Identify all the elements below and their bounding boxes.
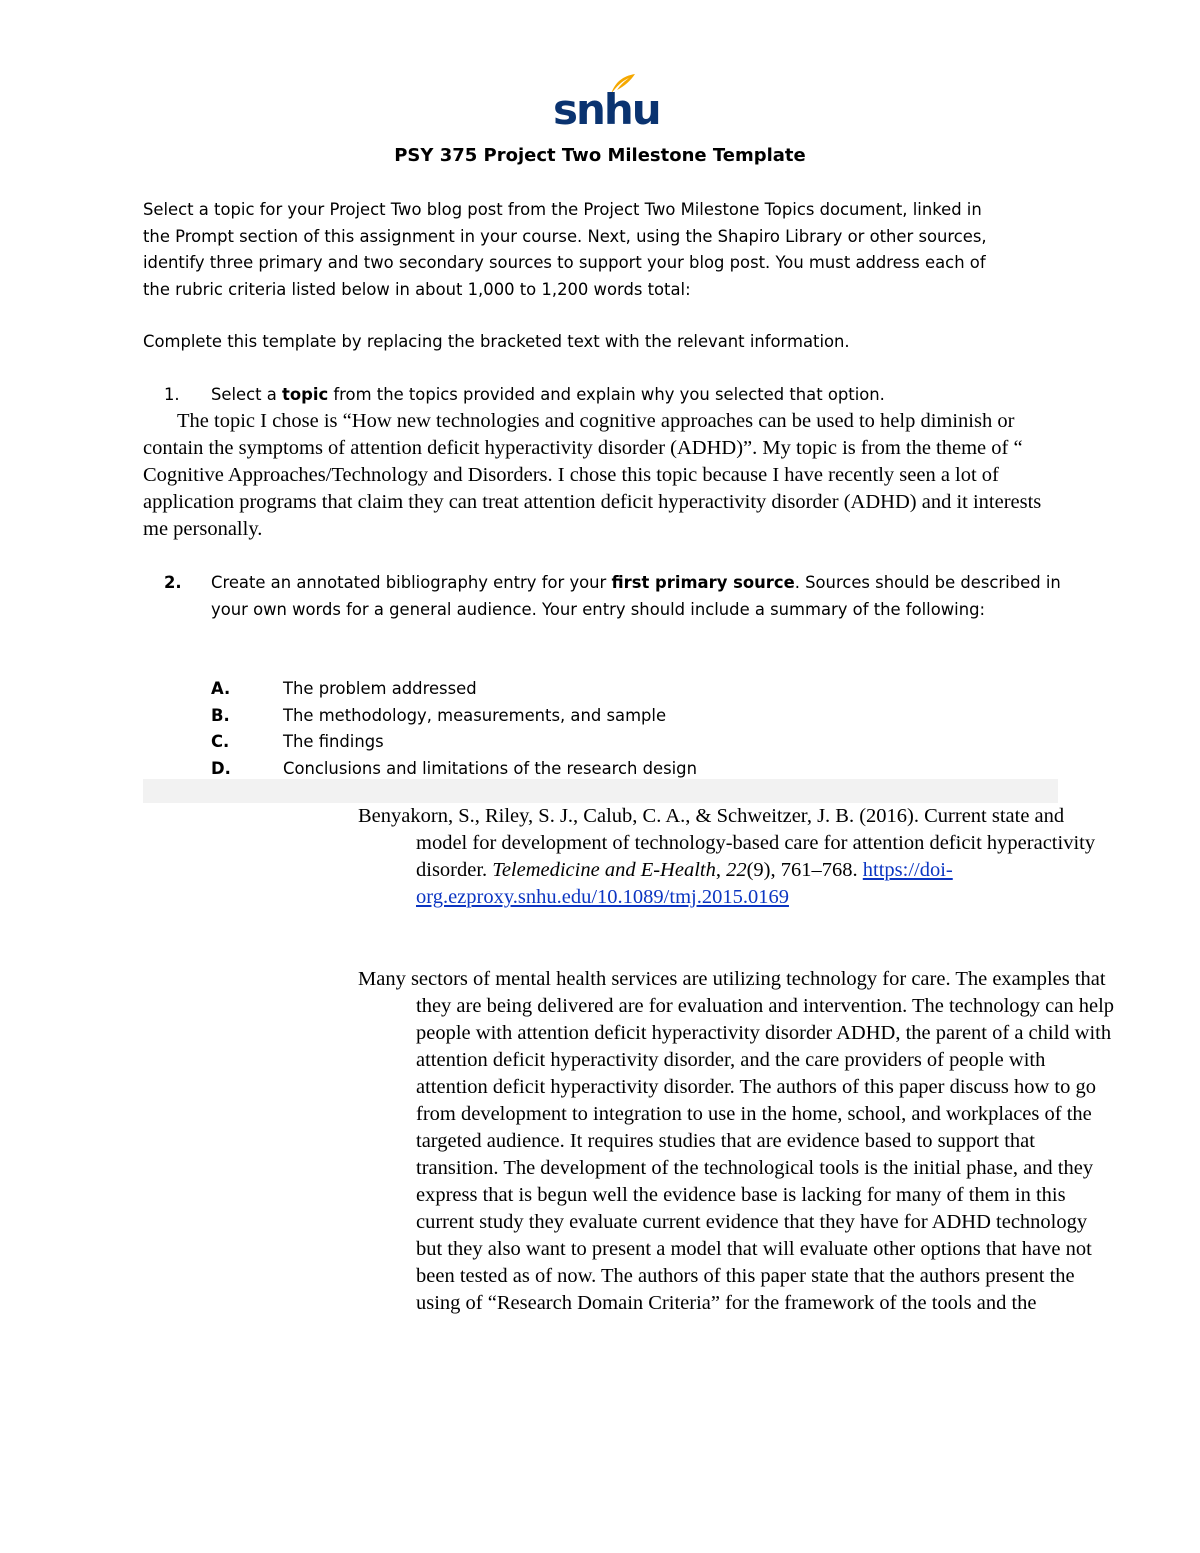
page-title: PSY 375 Project Two Milestone Template xyxy=(394,145,806,166)
list-item xyxy=(211,729,1071,756)
topic-answer xyxy=(143,408,1063,543)
list-item xyxy=(211,703,1071,730)
citation-journal: Telemedicine and E-Health xyxy=(492,859,716,881)
citation-volume: 22 xyxy=(726,859,747,881)
logo-wordmark: snhu xyxy=(553,85,660,134)
item-text-bold: topic xyxy=(282,385,329,404)
intro-line: the rubric criteria listed below in about 1,000 to 1,200 words total: xyxy=(143,279,691,299)
shaded-row xyxy=(143,779,1058,803)
item-text-part: Select a xyxy=(211,385,283,404)
intro-line: identify three primary and two secondary sources to support your blog post. You must address each of xyxy=(143,253,986,272)
list-text: Conclusions and limitations of the research design xyxy=(283,758,697,778)
list-item xyxy=(211,676,1071,703)
citation-issue: (9), 761–768. xyxy=(746,859,863,881)
list-text: The methodology, measurements, and sample xyxy=(283,705,667,725)
intro-paragraph xyxy=(143,197,1073,303)
item-text-bold: first primary source xyxy=(611,573,795,592)
item-number: 2. xyxy=(164,573,182,592)
intro-line: Select a topic for your Project Two blog post from the Project Two Milestone Topics document, linked in xyxy=(143,200,982,219)
item-text xyxy=(211,382,1071,409)
list-letter: B. xyxy=(211,705,230,725)
template-instruction: Complete this template by replacing the bracketed text with the relevant information. xyxy=(143,332,850,351)
citation-authors: Benyakorn, S., Riley, S. J., Calub, C. A., & Schweitzer, J. B. (2016). Current state and model for development of technology-based care for attention deficit hyperactivity disorder. xyxy=(358,805,1096,881)
list-letter: C. xyxy=(211,732,230,751)
citation-doi-link[interactable]: https://doi-org.ezproxy.snhu.edu/10.1089/tmj.2015.0169 xyxy=(416,859,953,908)
snhu-logo xyxy=(553,72,660,134)
item-text-part: Create an annotated bibliography entry for your xyxy=(211,573,612,592)
list-letter: D. xyxy=(211,758,231,778)
item-text-part: . Sources should be described in your own words for a general audience. Your entry should include a summary of the following: xyxy=(211,573,1061,619)
item-text xyxy=(211,570,1071,623)
item-text-part: from the topics provided and explain why you selected that option. xyxy=(328,385,885,404)
list-text: The findings xyxy=(283,732,384,751)
list-text: The problem addressed xyxy=(283,679,477,698)
topic-answer-text: The topic I chose is “How new technologies and cognitive approaches can be used to help diminish or contain the symptoms of attention deficit hyperactivity disorder (ADHD)”. My topic is from the theme of “ Cognitive Approaches/Technology and Disorders. I chose this topic because I have recently seen a lot of application programs that claim they can treat attention deficit hyperactivity disorder (ADHD) and it interests me personally. xyxy=(143,410,1042,540)
criteria-list xyxy=(211,676,1071,782)
summary-paragraph: Many sectors of mental health services are utilizing technology for care. The examples that they are being delivered are for evaluation and intervention. The technology can help people with attention deficit hyperactivity disorder ADHD, the parent of a child with attention deficit hyperactivity disorder, and the care providers of people with attention deficit hyperactivity disorder. The authors of this paper discuss how to go from development to integration to use in the home, school, and workplaces of the targeted audience. It requires studies that are evidence based to support that transition. The development of the technological tools is the initial phase, and they express that is begun well the evidence base is lacking for many of them in this current study they evaluate current evidence that they have for ADHD technology but they also want to present a model that will evaluate other options that have not been tested as of now. The authors of this paper state that the authors present the using of “Research Domain Criteria” for the framework of the tools and the xyxy=(358,968,1115,1314)
item-number: 1. xyxy=(164,385,180,404)
intro-line: the Prompt section of this assignment in your course. Next, using the Shapiro Library or other sources, xyxy=(143,226,987,246)
citation-entry xyxy=(358,803,1116,911)
list-letter: A. xyxy=(211,679,231,698)
citation-separator: , xyxy=(715,859,727,881)
